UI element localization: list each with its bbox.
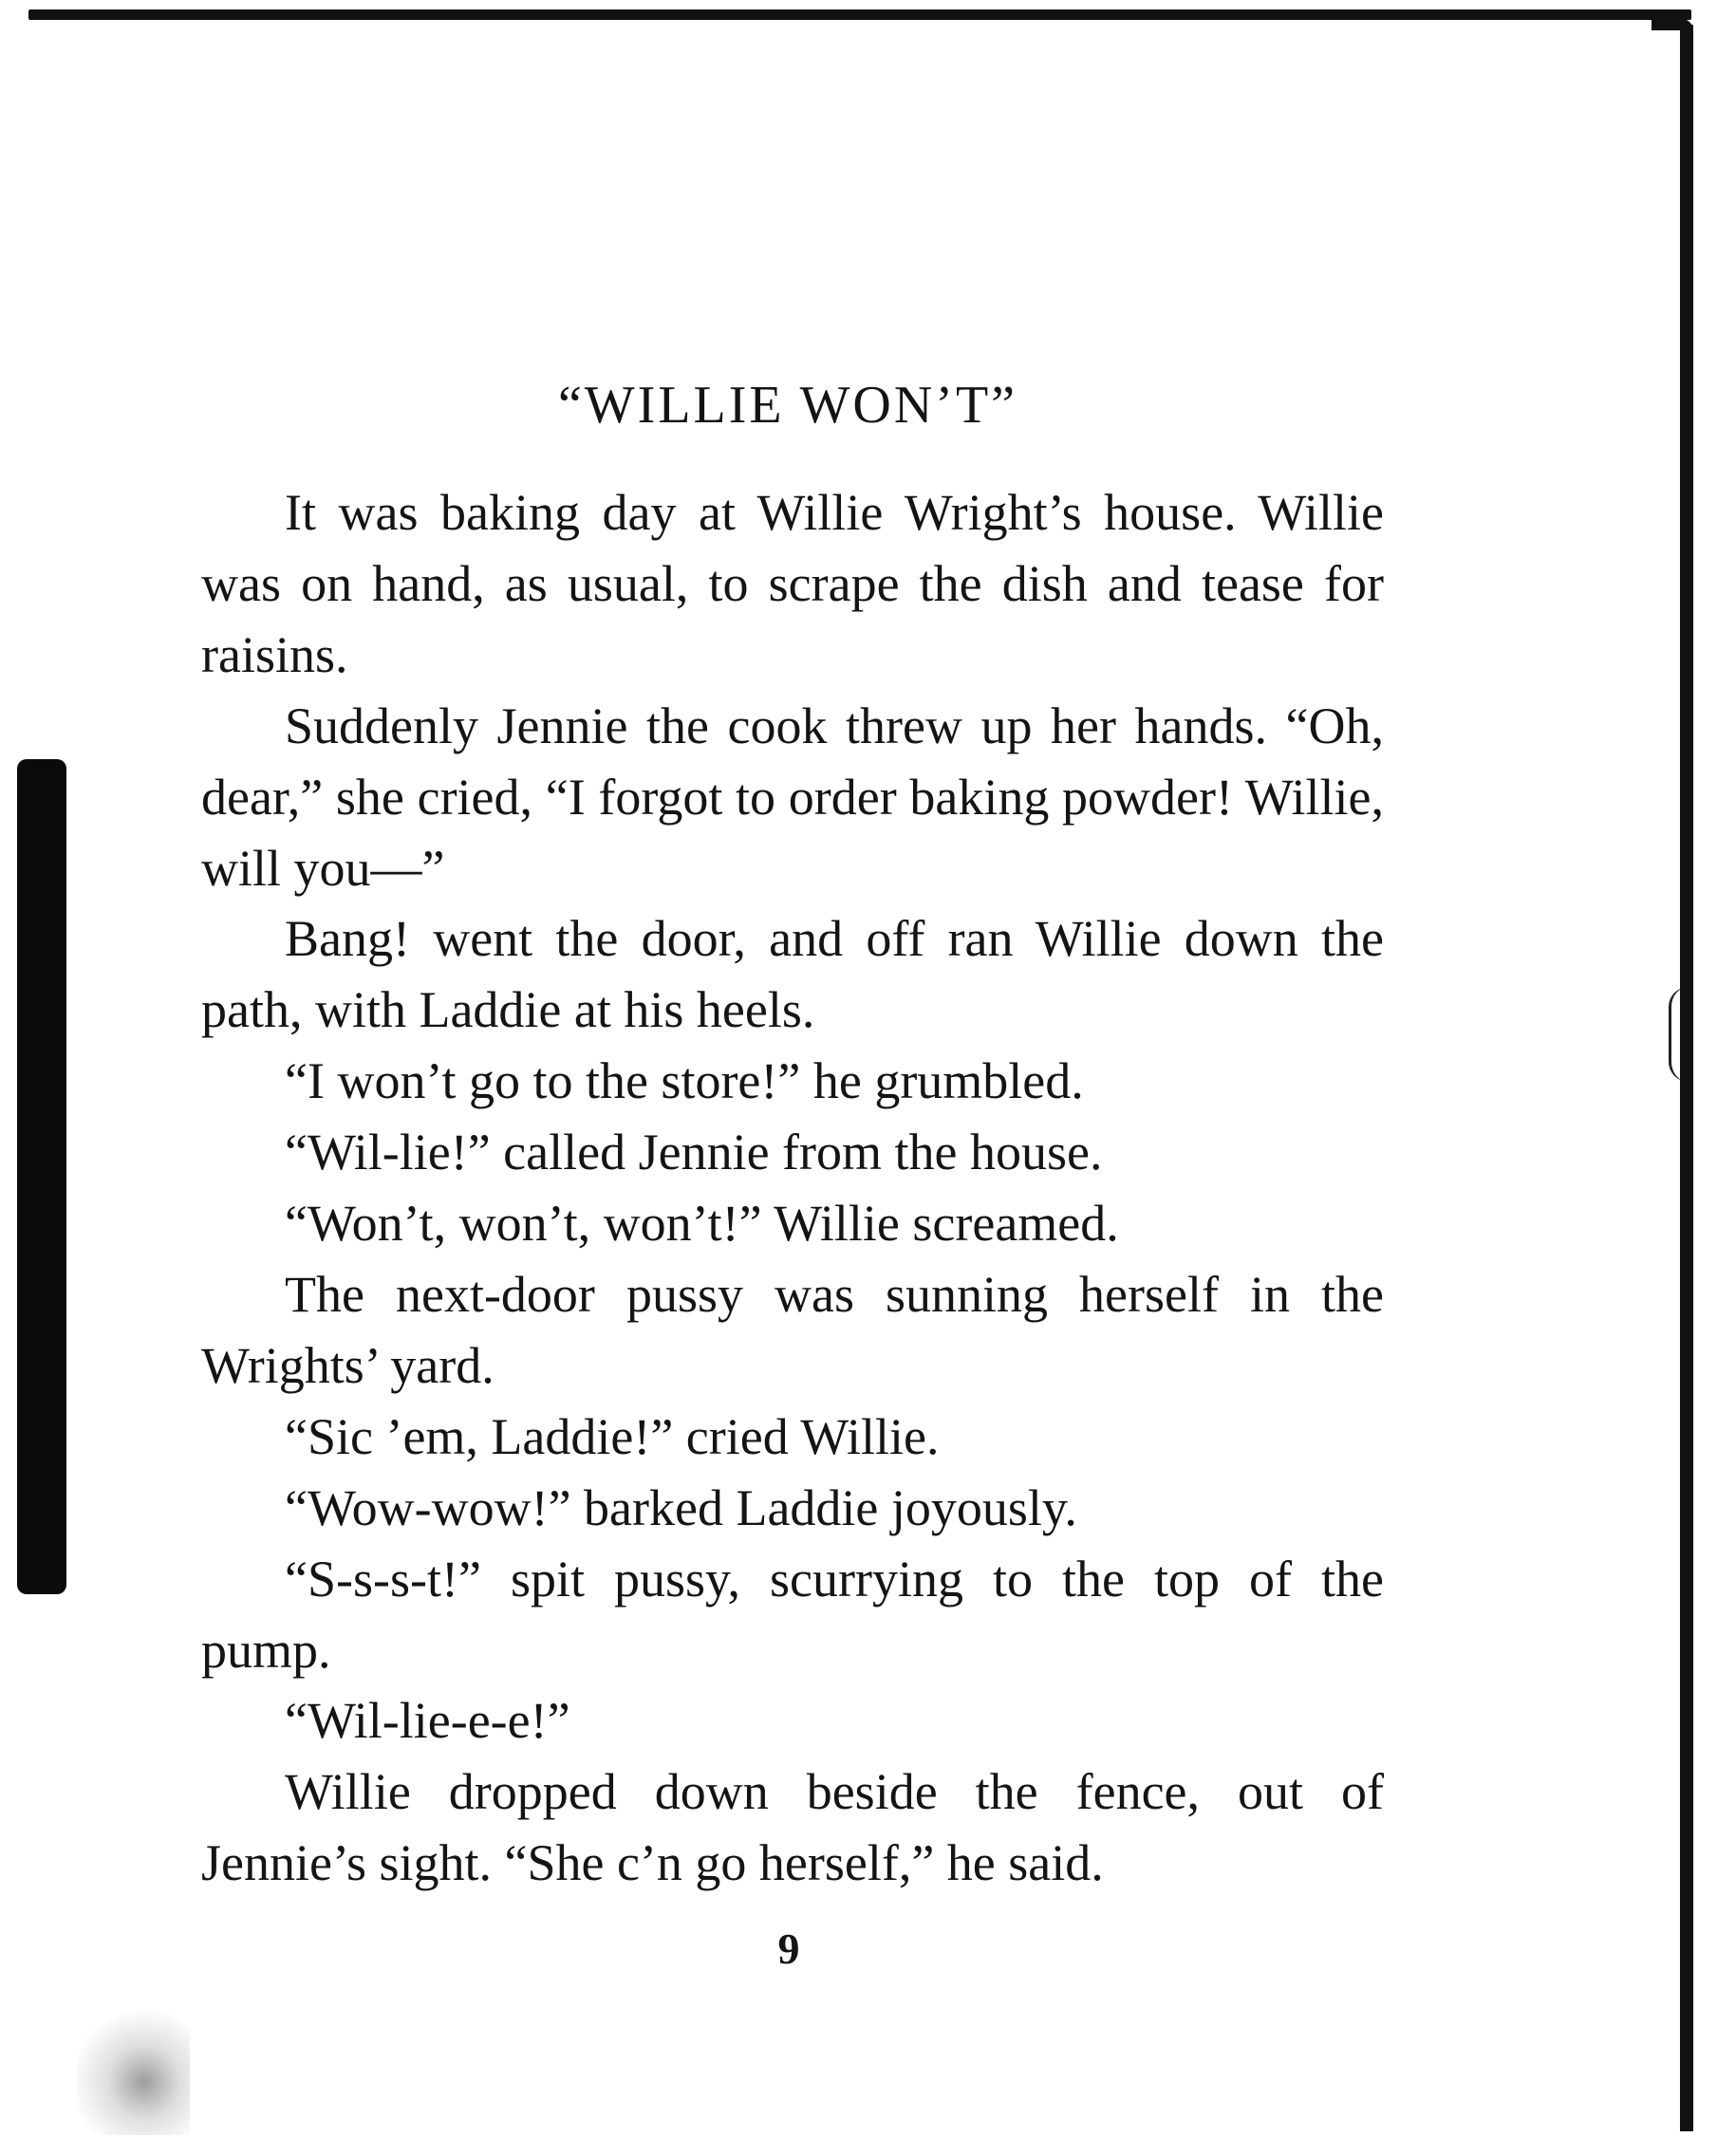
paragraph: “Wil-lie-e-e!” — [285, 1692, 570, 1750]
paragraph: Suddenly Jennie the cook threw up her hands. “Oh, dear,” she cried, “I forgot to order baking powder! Willie, will you—” — [201, 697, 1384, 897]
paragraph: Bang! went the door, and off ran Willie down the path, with Laddie at his heels. — [201, 910, 1384, 1039]
paragraph: “Wow-wow!” barked Laddie joyously. — [285, 1478, 1077, 1536]
chapter-title: “WILLIE WON’T” — [557, 376, 1018, 435]
page-number: 9 — [777, 1924, 800, 1973]
paragraph: The next-door pussy was sunning herself in the Wrights’ yard. — [201, 1265, 1384, 1394]
paragraph: “Won’t, won’t, won’t!” Willie screamed. — [285, 1195, 1119, 1253]
story-body — [201, 477, 1384, 1899]
paragraph: “I won’t go to the store!” he grumbled. — [285, 1052, 1084, 1110]
paragraph: “Wil-lie!” called Jennie from the house. — [285, 1124, 1103, 1181]
top-border-rule — [28, 9, 1691, 20]
binding-shadow-mark — [17, 759, 66, 1594]
margin-bracket-mark — [1669, 987, 1689, 1082]
paragraph: “Sic ’em, Laddie!” cried Willie. — [285, 1407, 940, 1465]
scan-speckle-mark — [76, 2002, 190, 2135]
paragraph: It was baking day at Willie Wright’s house. Willie was on hand, as usual, to scrape the dish and tease for raisins. — [201, 484, 1384, 683]
paragraph: Willie dropped down beside the fence, out of Jennie’s sight. “She c’n go herself,” he said. — [201, 1763, 1384, 1892]
paragraph: “S-s-s-t!” spit pussy, scurrying to the top of the pump. — [201, 1550, 1384, 1679]
